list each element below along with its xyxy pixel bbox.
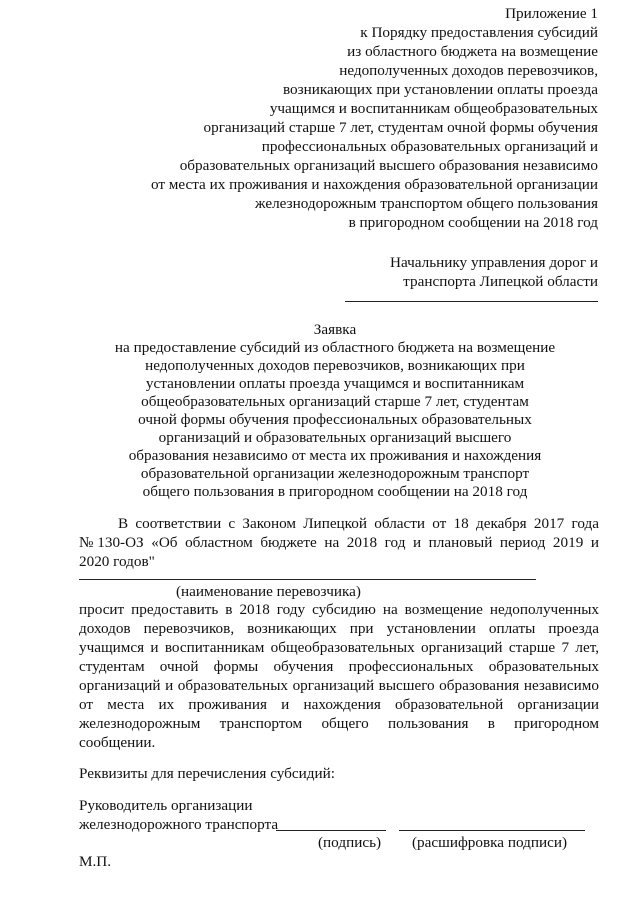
request-line: от места их проживания и нахождения образовательной организации: [79, 696, 599, 713]
request-line: сообщении.: [79, 734, 156, 751]
signature-decode-line: [399, 830, 585, 831]
addressee-line: транспорта Липецкой области: [403, 273, 598, 290]
requisites-label: Реквизиты для перечисления субсидий:: [79, 765, 335, 782]
request-line: студентам очной формы обучения профессиональных образовательных: [79, 658, 599, 675]
title-line: общеобразовательных организаций старше 7 лет, студентам: [141, 393, 529, 410]
intro-line: В соответствии с Законом Липецкой области от 18 декабря 2017 года: [118, 515, 599, 532]
appendix-line: организаций старше 7 лет, студентам очной формы обучения: [203, 119, 598, 136]
signature-title: Руководитель организации: [79, 797, 253, 814]
title-heading: Заявка: [313, 321, 357, 338]
appendix-line: в пригородном сообщении на 2018 год: [348, 214, 598, 231]
title-line: общего пользования в пригородном сообщении на 2018 год: [142, 483, 528, 500]
request-line: учащимся и воспитанникам общеобразовательных организаций старше 7 лет,: [79, 639, 599, 656]
appendix-line: возникающих при установлении оплаты проезда: [282, 81, 598, 98]
appendix-line: из областного бюджета на возмещение: [347, 43, 598, 60]
title-line: образовательной организации железнодорожным транспорт: [140, 465, 530, 482]
intro-line: №130-ОЗ «Об областном бюджете на 2018 год и плановый период 2019 и: [79, 534, 599, 551]
addressee-name-line: [345, 301, 598, 302]
title-line: организаций и образовательных организаций высшего: [158, 429, 512, 446]
signature-caption: (подпись): [318, 834, 382, 851]
appendix-line: недополученных доходов перевозчиков,: [339, 62, 598, 79]
stamp-label: М.П.: [79, 853, 112, 870]
request-line: доходов перевозчиков, возникающих при установлении оплаты проезда: [79, 620, 599, 637]
intro-line: 2020 годов": [79, 553, 155, 570]
title-line: установлении оплаты проезда учащимся и воспитанникам: [145, 375, 525, 392]
title-line: образования независимо от места их проживания и нахождения: [128, 447, 542, 464]
signature-title: железнодорожного транспорта: [79, 816, 279, 833]
appendix-line: Приложение 1: [505, 5, 598, 22]
request-line: просит предоставить в 2018 году субсидию на возмещение недополученных: [79, 601, 599, 618]
appendix-line: к Порядку предоставления субсидий: [360, 24, 598, 41]
signature-line: [276, 830, 386, 831]
title-line: очной формы обучения профессиональных образовательных: [138, 411, 532, 428]
appendix-line: учащимся и воспитанникам общеобразовательных: [269, 100, 598, 117]
appendix-line: железнодорожным транспортом общего пользования: [255, 195, 598, 212]
appendix-line: от места их проживания и нахождения образовательной организации: [150, 176, 598, 193]
carrier-name-line: [79, 579, 536, 580]
signature-decode-caption: (расшифровка подписи): [412, 834, 568, 851]
carrier-name-caption: (наименование перевозчика): [176, 583, 361, 600]
request-line: железнодорожным транспортом общего пользования в пригородном: [79, 715, 599, 732]
addressee-line: Начальнику управления дорог и: [390, 254, 598, 271]
title-line: недополученных доходов перевозчиков, возникающих при: [145, 357, 525, 374]
appendix-line: образовательных организаций высшего образования независимо: [179, 157, 598, 174]
appendix-line: профессиональных образовательных организаций и: [261, 138, 598, 155]
title-line: на предоставление субсидий из областного бюджета на возмещение: [114, 339, 556, 356]
request-line: организаций и образовательных организаций высшего образования независимо: [79, 677, 599, 694]
